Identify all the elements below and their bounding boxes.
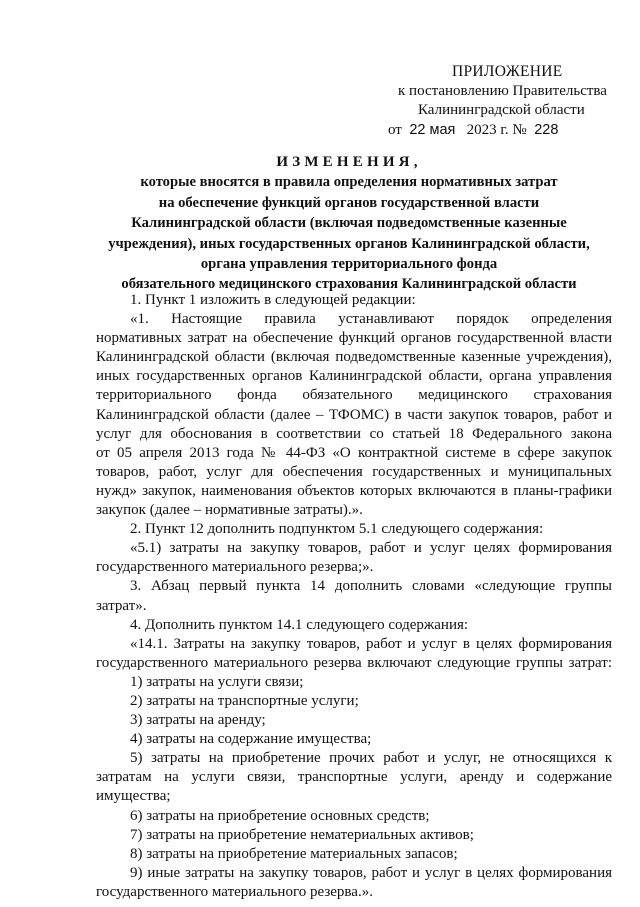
paragraph-line: затрат». [96, 597, 147, 614]
paragraph-2: 2. Пункт 12 дополнить подпунктом 5.1 следующего содержания: [130, 521, 544, 538]
quote-line: государственного материального резерва включают следующие группы затрат: [96, 654, 612, 671]
quote-line: услуг для обоснования в соответствии со статьей 18 Федерального закона [96, 425, 612, 442]
appendix-title: ПРИЛОЖЕНИЕ [452, 63, 563, 80]
list-item-line: имущества; [96, 788, 171, 805]
quote-line: нормативных затрат на обеспечение функций органов государственной власти [96, 330, 612, 347]
paragraph-4: 4. Дополнить пунктом 14.1 следующего содержания: [130, 616, 469, 633]
list-item-line: 5) затраты на приобретение прочих работ и услуг, не относящихся к [130, 750, 612, 767]
paragraph-4-quote [96, 635, 612, 673]
list-item: 2) затраты на транспортные услуги; [130, 692, 359, 709]
quote-line: товаров, работ, услуг для обеспечения государственных и муниципальных [96, 463, 612, 480]
list-item: 3) затраты на аренду; [130, 712, 266, 729]
paragraph-3 [96, 577, 612, 615]
heading-line: учреждения), иных государственных органов Калининградской области, [108, 235, 590, 252]
quote-line: «1. Настоящие правила устанавливают порядок определения [130, 311, 612, 328]
date-day-month: 22 мая [409, 121, 456, 138]
date-year: 2023 г. № [466, 121, 527, 138]
paragraph-1: 1. Пункт 1 изложить в следующей редакции: [130, 292, 416, 308]
heading-line: на обеспечение функций органов государственной власти [158, 194, 540, 211]
quote-line: иных государственных органов Калининградской области, органа управления [96, 368, 612, 385]
list-item: 4) затраты на содержание имущества; [130, 731, 372, 748]
date-prefix: от [388, 121, 402, 138]
paragraph-line: 3. Абзац первый пункта 14 дополнить словами «следующие группы [130, 578, 612, 595]
list-item-line: 9) иные затраты на закупку товаров, работ и услуг в целях формирования [130, 864, 612, 881]
list-item: 7) затраты на приобретение нематериальных активов; [130, 826, 474, 843]
appendix-block [388, 62, 628, 140]
heading-line: Калининградской области (включая подведомственные казенные [131, 215, 567, 232]
appendix-line-1: к постановлению Правительства [398, 82, 607, 99]
quote-line: «14.1. Затраты на закупку товаров, работ и услуг в целях формирования [130, 635, 612, 652]
paragraph-1-quote [96, 310, 612, 520]
appendix-line-2: Калининградской области [418, 102, 585, 118]
quote-line: государственного материального резерва;». [96, 559, 374, 576]
heading-line: обязательного медицинского страхования Калининградской области [121, 276, 577, 293]
list-item-5 [96, 749, 612, 806]
list-item: 1) затраты на услуги связи; [130, 673, 304, 690]
quote-line: от 05 апреля 2013 года № 44-ФЗ «О контрактной системе в сфере закупок [96, 444, 612, 461]
quote-line: нужд» закупок, наименования объектов которых включаются в планы-графики [96, 482, 612, 499]
list-item-line: государственного материального резерва.». [96, 883, 373, 900]
quote-line: Калининградской области (далее – ТФОМС) в части закупок товаров, работ и [96, 406, 612, 423]
quote-line: Калининградской области (включая подведомственные казенные учреждения), [96, 349, 612, 366]
heading-line: органа управления территориального фонда [200, 256, 498, 273]
quote-line: «5.1) затраты на закупку товаров, работ и услуг целях формирования [130, 540, 612, 557]
list-item: 6) затраты на приобретение основных средств; [130, 807, 430, 824]
list-item-9 [96, 864, 612, 902]
heading-line: которые вносятся в правила определения нормативных затрат [140, 174, 558, 191]
appendix-date-line [388, 121, 628, 141]
paragraph-2-quote [96, 539, 612, 577]
list-item-line: затратам на услуги связи, транспортные услуги, аренду и содержание [96, 769, 612, 786]
heading-title: ИЗМЕНЕНИЯ, [276, 154, 422, 170]
document-number: 228 [534, 121, 559, 138]
document-body [96, 291, 612, 902]
document-heading [82, 152, 616, 295]
quote-line: территориального фонда обязательного медицинского страхования [96, 387, 612, 404]
list-item: 8) затраты на приобретение материальных запасов; [130, 845, 458, 862]
quote-line: закупок (далее – нормативные затраты).». [96, 502, 363, 519]
